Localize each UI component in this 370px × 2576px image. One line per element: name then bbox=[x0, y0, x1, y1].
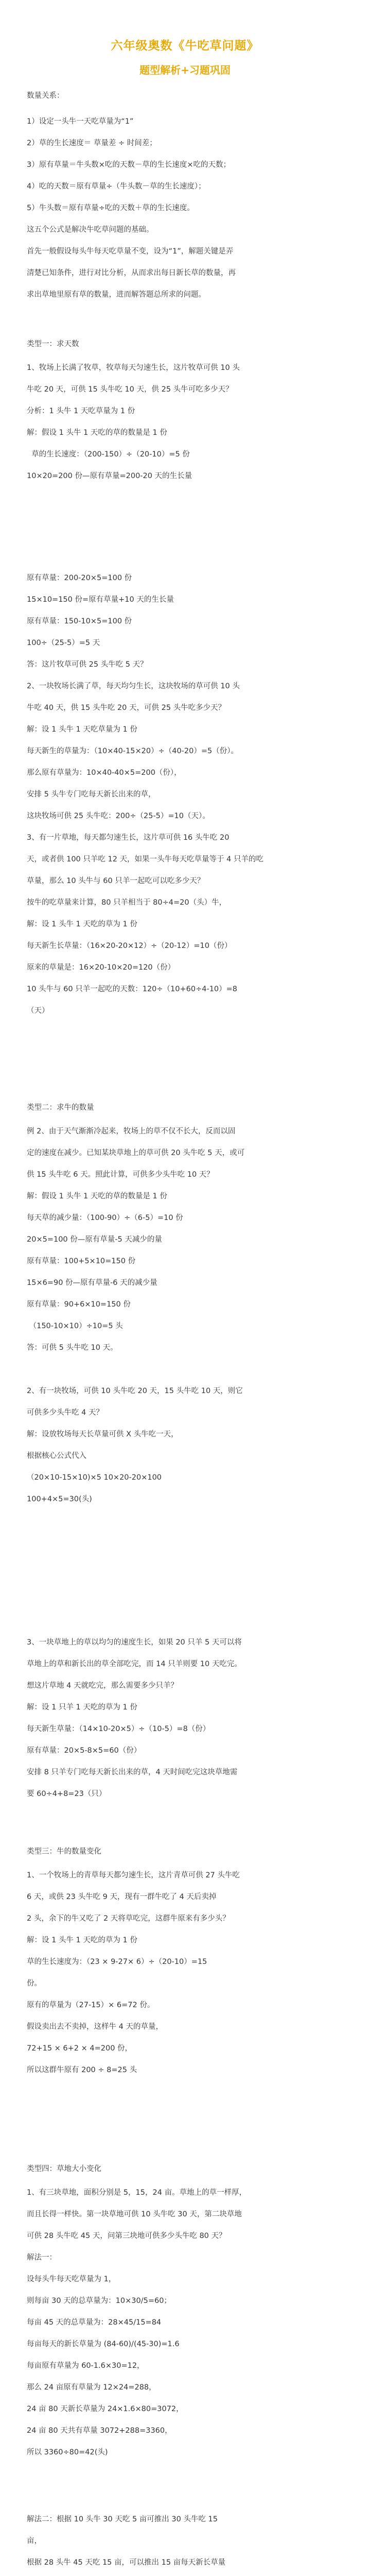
text-line: 类型一：求天数 bbox=[27, 340, 79, 348]
text-line: 原有的草量为（27-15）× 6=72 份。 bbox=[27, 2001, 155, 2009]
text-line: 解：设 1 头牛 1 天吃的草为 1 份 bbox=[27, 1936, 137, 1944]
text-line: 草量，那么 10 头牛与 60 只羊一起吃可以吃多少天？ bbox=[27, 877, 205, 885]
text-line: 5）牛头数＝原有草量÷吃的天数＋草的生长速度。 bbox=[27, 204, 195, 212]
text-line: 10×20=200 份—原有草量=200-20 天的生长量 bbox=[27, 472, 192, 480]
text-line: 定的速度在减少。已知某块草地上的草可供 20 头牛吃 5 天，或可 bbox=[27, 1149, 245, 1157]
text-line: 每天草的减少量：（100-90）÷（6-5）=10 份 bbox=[27, 1214, 183, 1222]
text-line: 安排 8 只羊专门吃每天新长出来的草，4 天时间吃完这块草地需 bbox=[27, 1768, 238, 1776]
text-line: （150-10×10）÷10=5 头 bbox=[27, 1322, 123, 1330]
text-line: 1、牧场上长满了牧草，牧草每天匀速生长，这片牧草可供 10 头 bbox=[27, 364, 240, 372]
text-line: 2）草的生长速度＝ 草量差 ÷ 时间差； bbox=[27, 139, 157, 147]
text-line: 牛吃 40 天，供 15 头牛吃 20 天，可供 25 头牛吃多少天？ bbox=[27, 704, 226, 712]
text-line: 可供 28 头牛吃 45 天，问第三块地可供多少头牛吃 80 天？ bbox=[27, 2232, 226, 2240]
text-line: 24 亩 80 天新长草量为 24×1.6×80=3072， bbox=[27, 2405, 184, 2413]
text-line: 每亩每天的新长草量为 (84-60)/(45-30)=1.6 bbox=[27, 2340, 180, 2348]
text-line: 原有草量：20×5-8×5=60（份） bbox=[27, 1747, 142, 1755]
text-line: 3、一块草地上的草以均匀的速度生长，如果 20 只羊 5 天可以将 bbox=[27, 1638, 242, 1647]
text-line: 每天新生长草量：（16×20-20×12）÷（20-12）=10（份） bbox=[27, 942, 232, 950]
text-line: 要 60÷4+8=23（只） bbox=[27, 1790, 107, 1798]
text-line: 草的生长速度：（200-150）÷（20-10）=5 份 bbox=[27, 450, 190, 459]
text-line: 解：设 1 头牛 1 天吃的草为 1 份 bbox=[27, 920, 137, 928]
text-line: 份。 bbox=[27, 1979, 42, 1988]
text-line: 1、一个牧场上的青草每天都匀速生长，这片青草可供 27 头牛吃 bbox=[27, 1871, 240, 1879]
text-line: 想这片草地 4 天就吃完，那么需要多少只羊？ bbox=[27, 1682, 178, 1690]
document-title: 六年级奥数《牛吃草问题》 bbox=[111, 39, 259, 53]
text-line: 解：设 1 只羊 1 天吃的草为 1 份 bbox=[27, 1703, 137, 1711]
text-line: 每天新生草量：（14×10-20×5）÷（10-5）=8（份） bbox=[27, 1725, 210, 1733]
text-line: 而且长得一样快。第一块草地可供 10 头牛吃 30 天，第二块草地 bbox=[27, 2210, 242, 2218]
text-line: 首先一般假设每头牛每天吃草量不变，设为“1”，解题关键是弄 bbox=[27, 247, 234, 256]
text-line: 供 15 头牛吃 6 天。照此计算，可供多少头牛吃 10 天？ bbox=[27, 1171, 214, 1179]
text-line: 清楚已知条件，进行对比分析，从而求出每日新长草的数量，再 bbox=[27, 269, 236, 277]
text-line: 草地上的草和新长出的草全部吃完，而 14 只羊则要 10 天吃完。 bbox=[27, 1660, 242, 1668]
text-line: 3）原有草量＝牛头数×吃的天数－草的生长速度×吃的天数； bbox=[27, 161, 231, 169]
text-line: 20×5=100 份—原有草量-5 天减少的量 bbox=[27, 1235, 162, 1244]
text-line: 每亩原有草量为 60-1.6×30=12， bbox=[27, 2362, 145, 2370]
document-subtitle: 题型解析+习题巩固 bbox=[139, 64, 231, 76]
text-line: 求出草地里原有草的数量，进而解答题总所求的问题。 bbox=[27, 291, 206, 299]
text-line: 这五个公式是解决牛吃草问题的基础。 bbox=[27, 226, 154, 234]
text-line: 按牛的吃草量来计算，80 只羊相当于 80÷4=20（头）牛， bbox=[27, 899, 227, 907]
text-line: 100÷（25-5）=5 天 bbox=[27, 639, 100, 647]
text-line: 可供多少头牛吃 4 天？ bbox=[27, 1409, 103, 1417]
text-line: 1、有三块草地，面积分别是 5，15，24 亩。草地上的草一样厚， bbox=[27, 2189, 247, 2197]
text-line: 解法一： bbox=[27, 2253, 57, 2262]
text-line: 设每头牛每天吃草量为 1， bbox=[27, 2275, 116, 2283]
text-line: 答：这片牧草可供 25 头牛吃 5 天？ bbox=[27, 660, 148, 669]
text-line: 2 头，余下的牛又吃了 2 天将草吃完，这群牛原来有多少头？ bbox=[27, 1914, 230, 1923]
text-line: 那么原有草量为：10×40-40×5=200（份）， bbox=[27, 769, 182, 777]
text-line: 类型二：求牛的数量 bbox=[27, 1104, 94, 1112]
text-line: 解：假设 1 头牛 1 天吃的草的数量是 1 份 bbox=[27, 1192, 167, 1200]
text-line: （20×10-15×10)×5 10×20-20×100 bbox=[27, 1473, 162, 1482]
text-line: 答：可供 5 头牛吃 10 天。 bbox=[27, 1344, 118, 1352]
text-line: 每天新生的草量为：（10×40-15×20）÷（40-20）=5（份）。 bbox=[27, 747, 238, 755]
text-line: 类型四：草地大小变化 bbox=[27, 2165, 101, 2173]
text-line: 每亩 45 天的总草量为：28×45/15=84 bbox=[27, 2318, 162, 2327]
text-line: 4）吃的天数＝原有草量÷（牛头数－草的生长速度）； bbox=[27, 182, 206, 191]
text-line: 类型三：牛的数量变化 bbox=[27, 1848, 101, 1856]
text-line: 解法二：根据 10 头牛 30 天吃 5 亩可推出 30 头牛吃 15 bbox=[27, 2515, 218, 2523]
text-line: 100+4×5=30(头) bbox=[27, 1495, 92, 1503]
text-line: 天，或者供 100 只羊吃 12 天，如果一头牛每天吃草量等于 4 只羊的吃 bbox=[27, 855, 264, 863]
text-line: 假设卖出去不卖掉，这样牛 4 天的草量， bbox=[27, 2023, 163, 2031]
text-line: 1）设定一头牛一天吃草量为“1” bbox=[27, 117, 134, 126]
text-line: 解：假设 1 头牛 1 天吃的草的数量是 1 份 bbox=[27, 429, 167, 437]
text-line: 根据 28 头牛 45 天吃 15 亩，可以推出 15 亩每天新长草量 bbox=[27, 2558, 226, 2567]
text-line: 牛吃 20 天，可供 15 头牛吃 10 天，供 25 头牛可吃多少天？ bbox=[27, 385, 233, 394]
text-line: （天） bbox=[27, 1007, 49, 1015]
text-line: 草的生长速度为：（23 × 9-27× 6）÷（20-10）=15 bbox=[27, 1958, 207, 1966]
text-line: 根据核心公式代入 bbox=[27, 1452, 86, 1460]
text-line: 2、有一块牧场，可供 10 头牛吃 20 天，15 头牛吃 10 天，则它 bbox=[27, 1387, 243, 1395]
text-line: 6 天，或供 23 头牛吃 9 天，现有一群牛吃了 4 天后卖掉 bbox=[27, 1893, 217, 1901]
text-line: 所以 3360÷80=42(头) bbox=[27, 2448, 108, 2456]
text-line: 原有草量：90+6×10=150 份 bbox=[27, 1300, 131, 1309]
text-line: 这块牧场可供 25 头牛吃：200÷（25-5）=10（天）。 bbox=[27, 812, 210, 820]
text-line: 原有草量：150-10×5=100 份 bbox=[27, 617, 132, 625]
text-line: 原有草量：200-20×5=100 份 bbox=[27, 574, 132, 582]
text-line: 则每亩 30 天的总草量为：10×30/5=60； bbox=[27, 2297, 171, 2305]
text-line: 亩， bbox=[27, 2537, 42, 2545]
text-line: 例 2、由于天气渐渐冷起来，牧场上的草不仅不长大，反而以固 bbox=[27, 1127, 236, 1136]
text-line: 3、有一片草地，每天都匀速生长，这片草可供 16 头牛吃 20 bbox=[27, 834, 230, 842]
text-line: 原有草量：100+5×10=150 份 bbox=[27, 1257, 136, 1265]
text-line: 15×10=150 份=原有草量+10 天的生长量 bbox=[27, 596, 174, 604]
text-line: 10 头牛与 60 只羊一起吃的天数：120÷（10+60÷4-10）=8 bbox=[27, 985, 238, 993]
text-line: 安排 5 头牛专门吃每天新长出来的草， bbox=[27, 790, 156, 799]
text-line: 解：设放牧场每天长草量可供 X 头牛吃一天， bbox=[27, 1430, 179, 1438]
text-line: 所以这群牛原有 200 ÷ 8=25 头 bbox=[27, 2066, 137, 2074]
text-line: 分析：1 头牛 1 天吃草量为 1 份 bbox=[27, 407, 135, 415]
text-line: 72+15 × 6+2 × 4=200 份， bbox=[27, 2044, 133, 2053]
text-line: 原来的草量是：16×20-10×20=120（份） bbox=[27, 963, 175, 972]
text-line: 2、一块牧场长满了草，每天均匀生长，这块牧场的草可供 10 头 bbox=[27, 682, 240, 690]
text-line: 15×6=90 份—原有草量-6 天的减少量 bbox=[27, 1279, 157, 1287]
text-line: 数量关系： bbox=[27, 92, 64, 100]
text-line: 24 亩 80 天共有草量 3072+288=3360， bbox=[27, 2427, 172, 2435]
text-line: 解：设 1 头牛 1 天吃草量为 1 份 bbox=[27, 725, 137, 734]
text-line: 那么 24 亩原有草量为 12×24=288， bbox=[27, 2383, 156, 2392]
